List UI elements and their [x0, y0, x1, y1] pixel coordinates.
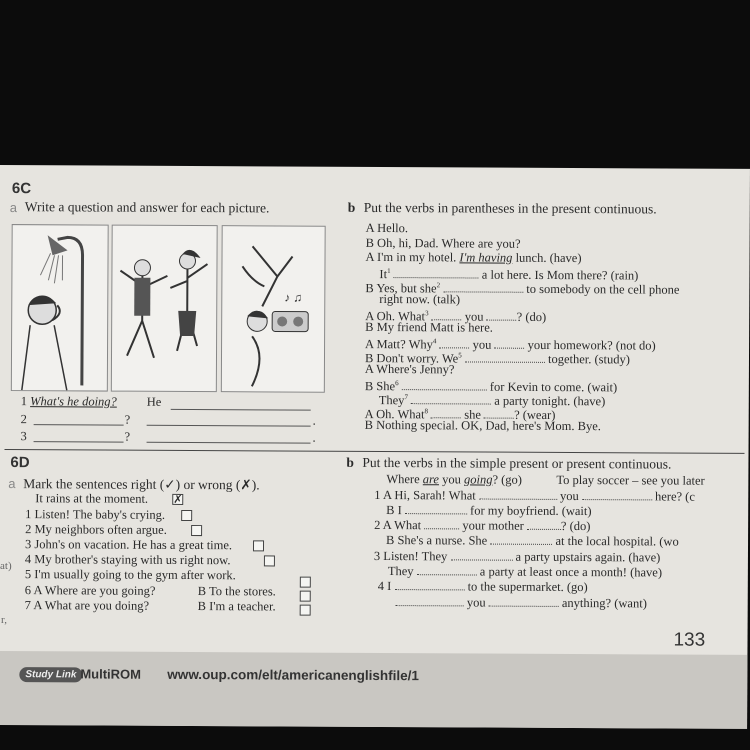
gap-6-number: 6	[395, 379, 399, 388]
line-3-gap-a[interactable]	[424, 518, 459, 529]
line-5-party: a party upstairs again. (have)	[515, 549, 661, 565]
sentence-7a: 7 A What are you doing?	[24, 598, 150, 613]
exercise-b-line-6	[388, 564, 662, 579]
answer-row-1	[21, 395, 117, 409]
dialogue-line-6: right now. (talk)	[379, 291, 461, 307]
picture-man-showering	[11, 224, 109, 392]
sentence-1: 1 Listen! The baby's crying.	[25, 507, 166, 522]
answer-1-he: He	[146, 394, 162, 409]
section-6c-b-instruction: Put the verbs in parentheses in the present continuous.	[363, 199, 657, 217]
section-6d-number: 6D	[10, 454, 30, 472]
dialogue-party: a party tonight. (have)	[494, 393, 606, 409]
dialogue-rain: a lot here. Is Mom there? (rain)	[481, 267, 639, 283]
multirom-label: MultiROM	[80, 666, 142, 682]
section-6c-a-letter: a	[9, 200, 18, 216]
line-3-mother: your mother	[462, 518, 524, 533]
dialogue-lunch-text: lunch. (have)	[515, 250, 582, 266]
answer-3-qmark: ?	[124, 429, 131, 444]
line-6-gap[interactable]	[417, 564, 477, 575]
answer-1-line	[171, 409, 311, 411]
line-2-b-i: B I	[386, 503, 402, 518]
picture-woman-listening-music	[221, 225, 326, 393]
page-number: 133	[673, 629, 706, 651]
sentence-7b: B I'm a teacher.	[197, 599, 276, 614]
sentence-5: 5 I'm usually going to the gym after work.	[24, 567, 236, 583]
margin-fragment-1: at)	[0, 560, 12, 572]
line-1-gap-b[interactable]	[582, 489, 652, 500]
dialogue-kevin: for Kevin to come. (wait)	[489, 379, 618, 395]
gap-8a-blank[interactable]	[431, 407, 461, 418]
line-3-do: ? (do)	[560, 518, 591, 534]
dialogue-together: together. (study)	[547, 352, 630, 367]
line-3-a-what: 2 A What	[374, 517, 422, 533]
line-6-month: a party at least once a month! (have)	[479, 564, 663, 580]
gap-7-number: 7	[404, 393, 408, 402]
answer-2-qmark: ?	[124, 412, 131, 427]
section-6d-a-letter: a	[8, 476, 16, 492]
line-8-gap-b[interactable]	[489, 596, 559, 607]
example-where: Where	[386, 472, 420, 487]
sentence-1-checkbox[interactable]	[181, 510, 192, 521]
svg-text:♪ ♫: ♪ ♫	[284, 290, 303, 305]
exercise-b-line-5	[374, 549, 660, 564]
example-go: ? (go)	[492, 472, 523, 487]
sentence-2-checkbox[interactable]	[191, 525, 202, 536]
sentence-6b: B To the stores.	[197, 584, 276, 599]
section-6c-b-letter: b	[347, 199, 356, 215]
line-1-here: here? (c	[654, 489, 695, 504]
music-illustration	[222, 226, 325, 392]
exercise-b-line-1	[374, 488, 695, 504]
gap-5-blank[interactable]	[465, 352, 545, 363]
sentence-3: 3 John's on vacation. He has a great time.	[24, 537, 233, 553]
line-8-want: anything? (want)	[561, 595, 647, 611]
answer-3-period: .	[312, 430, 316, 445]
sentence-6-checkbox[interactable]	[300, 591, 311, 602]
dialogue-you-2: you	[472, 337, 492, 352]
gap-4a-blank[interactable]	[439, 337, 469, 348]
gap-4-number: 4	[432, 337, 437, 346]
dialogue-oh-what-2: A Oh. What	[364, 407, 425, 422]
answer-2-line	[147, 425, 311, 427]
sentence-2: 2 My neighbors often argue.	[25, 522, 167, 537]
gap-6-blank[interactable]	[402, 379, 487, 390]
answer-1-question: What's he doing?	[30, 394, 117, 409]
dialogue-somebody: to somebody on the cell phone	[526, 281, 680, 297]
example-sentence: It rains at the moment.	[35, 491, 149, 506]
gap-3a-blank[interactable]	[432, 309, 462, 320]
example-reply: To play soccer – see you later	[556, 472, 705, 488]
line-3-gap-b[interactable]	[527, 519, 561, 530]
section-6d-b-instruction: Put the verbs in the simple present or present continuous.	[362, 454, 672, 472]
gap-4b-blank[interactable]	[494, 338, 524, 349]
dialogue-she: B She	[364, 379, 396, 394]
exercise-b-line-8	[396, 595, 647, 610]
dialogue-wear: ? (wear)	[514, 407, 556, 423]
footer-url[interactable]: www.oup.com/elt/americanenglishfile/1	[167, 666, 419, 684]
line-6-they: They	[387, 564, 414, 579]
picture-couple-dancing	[111, 225, 218, 393]
line-1-gap-a[interactable]	[479, 489, 557, 500]
gap-3-number: 3	[425, 309, 429, 318]
answer-1-number: 1	[20, 394, 28, 409]
answer-2-period: .	[312, 413, 316, 428]
answer-2-question-line	[34, 424, 124, 425]
exercise-b-example	[386, 473, 522, 487]
line-4-nurse: B She's a nurse. She	[386, 533, 488, 548]
line-2-boyfriend: for my boyfriend. (wait)	[470, 503, 592, 519]
dialogue-line-8: B My friend Matt is here.	[365, 319, 493, 335]
example-going: going	[463, 472, 493, 487]
line-4-hospital: at the local hospital. (wo	[555, 533, 679, 549]
dialogue-line-3	[365, 251, 581, 265]
line-5-gap[interactable]	[450, 549, 512, 560]
exercise-b-line-3	[374, 518, 590, 533]
dialogue-she-2: she	[464, 407, 482, 422]
dialogue-dont-worry: B Don't worry. We	[364, 351, 459, 366]
section-6d-a-instruction: Mark the sentences right (✓) or wrong (✗).	[23, 476, 260, 493]
gap-3b-blank[interactable]	[487, 310, 517, 321]
dialogue-you-1: you	[464, 309, 484, 324]
gap-2-blank[interactable]	[443, 281, 523, 292]
footer-band	[0, 651, 747, 729]
gap-8b-blank[interactable]	[484, 408, 514, 419]
answer-3-line	[147, 442, 311, 444]
gap-1-blank[interactable]	[394, 267, 479, 278]
dialogue-line-11: A Where's Jenny?	[364, 361, 455, 377]
line-4-gap[interactable]	[490, 534, 552, 545]
gap-1-number: 1	[387, 267, 391, 276]
dialogue-hotel-text: A I'm in my hotel.	[365, 249, 457, 265]
dialogue-they: They	[378, 393, 405, 408]
gap-2-number: 2	[436, 281, 441, 290]
section-6c-number: 6C	[11, 180, 32, 198]
line-7-gap[interactable]	[394, 579, 464, 590]
margin-fragment-2: r,	[1, 614, 7, 626]
line-8-gap-a[interactable]	[396, 595, 464, 606]
sentence-3-checkbox[interactable]	[253, 540, 264, 551]
line-7-i: 4 I	[377, 578, 392, 594]
answer-2-number: 2	[20, 412, 27, 427]
shower-illustration	[12, 225, 108, 390]
dialogue-oh-what: A Oh. What	[365, 309, 426, 324]
workbook-page	[0, 165, 750, 729]
sentence-7-checkbox[interactable]	[300, 605, 311, 616]
example-are: are	[422, 472, 440, 487]
answer-3-question-line	[34, 441, 124, 442]
sentence-4-checkbox[interactable]	[264, 555, 275, 566]
gap-7-blank[interactable]	[411, 393, 491, 404]
dialogue-yes-but: B Yes, but she	[365, 281, 437, 296]
line-7-supermarket: to the supermarket. (go)	[467, 579, 588, 595]
line-1-you: you	[559, 488, 579, 504]
dialogue-line-2: B Oh, hi, Dad. Where are you?	[365, 235, 521, 251]
dialogue-line-1: A Hello.	[365, 220, 409, 236]
gap-8-number: 8	[424, 407, 429, 416]
exercise-b-line-2	[386, 503, 591, 518]
example-you: you	[442, 472, 461, 487]
dialogue-example-answer: I'm having	[459, 250, 513, 265]
section-divider	[5, 449, 745, 454]
sentence-6a: 6 A Where are you going?	[24, 583, 156, 598]
line-5-listen: 3 Listen! They	[373, 548, 448, 564]
section-6d-b-letter: b	[346, 454, 355, 470]
answer-3-number: 3	[20, 429, 27, 444]
dialogue-line-15: B Nothing special. OK, Dad, here's Mom. Bye.	[364, 417, 601, 434]
study-link-badge: Study Link	[19, 667, 82, 682]
line-2-gap[interactable]	[405, 503, 467, 514]
example-checkbox[interactable]: ✗	[173, 492, 183, 506]
line-8-you: you	[466, 595, 486, 610]
exercise-b-line-4	[386, 533, 679, 549]
section-6c-a-instruction: Write a question and answer for each picture.	[24, 199, 270, 216]
gap-5-number: 5	[458, 351, 462, 360]
exercise-b-line-7	[378, 579, 588, 594]
dialogue-do: ? (do)	[516, 309, 547, 325]
line-1-hi-sarah: 1 A Hi, Sarah! What	[374, 487, 476, 503]
sentence-5-checkbox[interactable]	[300, 577, 311, 588]
sentence-4: 4 My brother's staying with us right now.	[24, 552, 231, 568]
dialogue-matt-why: A Matt? Why	[365, 337, 433, 352]
dancing-illustration	[112, 226, 217, 392]
dialogue-it: It	[379, 267, 388, 282]
dialogue-homework: your homework? (not do)	[527, 337, 656, 353]
